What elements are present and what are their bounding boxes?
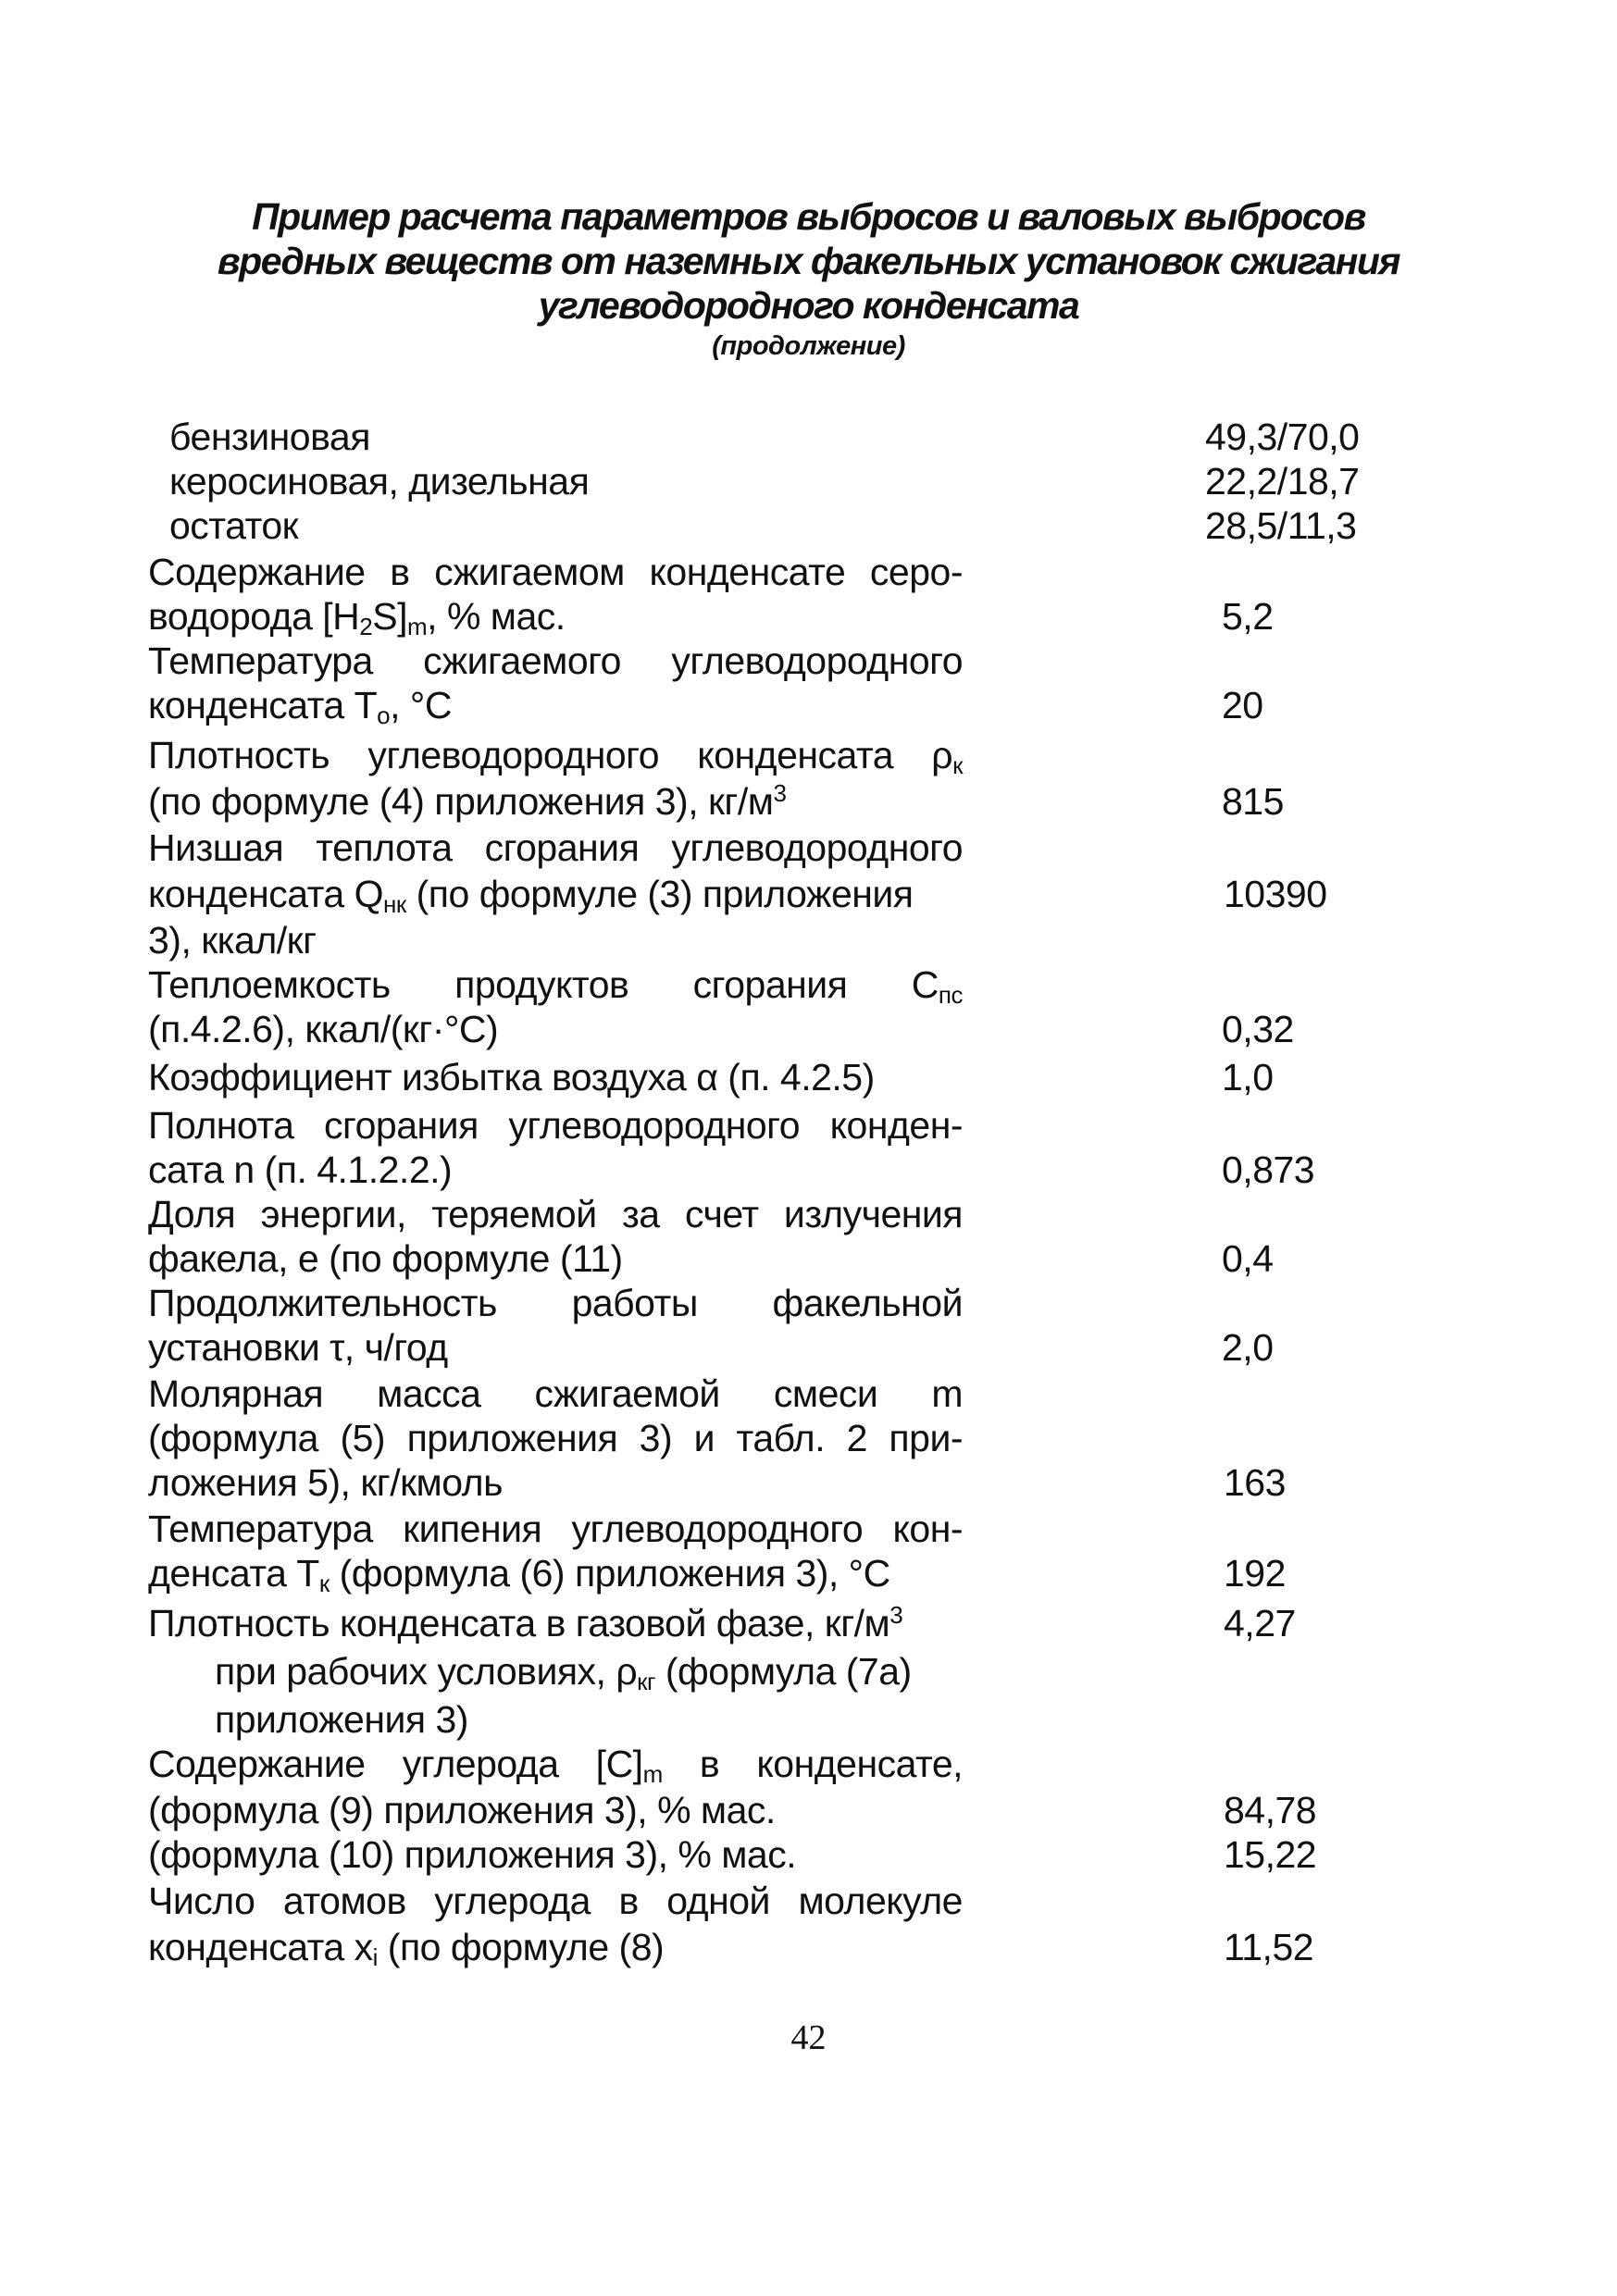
param-value: 815 (1222, 780, 1284, 823)
page-title (0, 194, 1617, 365)
param-value: 20 (1222, 684, 1263, 726)
title-line-2: вредных веществ от наземных факельных установок сжигания (217, 240, 1400, 282)
param-label-cont: (по формуле (4) приложения 3), $кг/м^3$ (148, 779, 787, 823)
param-value: 192 (1224, 1552, 1286, 1595)
param-label-cont: конденсата $x_i$ (по формуле (8) (148, 1926, 665, 1971)
param-value: 0,4 (1222, 1237, 1274, 1280)
param-label-cont: конденсата $T_о$, °C (148, 684, 452, 729)
param-label-cont: (формула (9) приложения 3), % мас. (148, 1789, 776, 1831)
param-value: 0,32 (1222, 1008, 1294, 1050)
param-label-cont: (формула (5) приложения 3) и табл. 2 при- (148, 1417, 963, 1459)
param-label: Температура сжигаемого углеводородного (148, 639, 963, 682)
param-label: Полнота сгорания углеводородного конден- (148, 1104, 963, 1147)
param-label-cont: конденсата $Q_{нк}$ (по формуле (3) приложения (148, 873, 914, 918)
param-label: бензиновая (169, 416, 370, 458)
param-label-cont: при рабочих условиях, $\rho_{кг}$ (формула (7а) (215, 1650, 912, 1695)
title-line-3: углеводородного конденсата (538, 284, 1079, 327)
param-value: 28,5/11,3 (1205, 504, 1357, 547)
param-label-cont: (формула (10) приложения 3), % мас. (148, 1833, 797, 1876)
param-label: Теплоемкость продуктов сгорания $С_{пс}$ (148, 963, 963, 1009)
param-label-cont: водорода $[H_2S]_m$, % мас. (148, 595, 566, 640)
param-label-cont: установки τ, ч/год (148, 1326, 448, 1369)
param-value: 2,0 (1222, 1326, 1274, 1369)
param-label-cont: приложения 3) (215, 1698, 468, 1741)
page-number: 42 (790, 2018, 827, 2057)
param-value: 11,52 (1224, 1926, 1314, 1968)
param-value: 1,0 (1222, 1056, 1274, 1098)
param-label-cont: 3), ккал/кг (148, 919, 317, 962)
param-value: 163 (1224, 1461, 1286, 1504)
param-label-cont: факела, e (по формуле (11) (148, 1237, 623, 1280)
param-value: 49,3/70,0 (1205, 416, 1360, 458)
param-label-cont: сата n (п. 4.1.2.2.) (148, 1148, 453, 1191)
param-label: керосиновая, дизельная (169, 460, 590, 503)
param-label: Содержание углерода $[C]_m$ в конденсате, (148, 1743, 964, 1788)
param-value: 15,22 (1224, 1833, 1317, 1876)
param-label: остаток (169, 504, 299, 547)
param-label: Содержание в сжигаемом конденсате серо- (148, 551, 963, 593)
title-line-1: Пример расчета параметров выбросов и валовых выбросов (252, 195, 1365, 238)
param-value: 5,2 (1222, 595, 1274, 638)
title-subtitle: (продолжение) (712, 331, 905, 361)
param-label-cont: ложения 5), кг/кмоль (148, 1461, 503, 1504)
param-value: 4,27 (1224, 1602, 1296, 1644)
param-label: Доля энергии, теряемой за счет излучения (148, 1193, 963, 1235)
param-label: Число атомов углерода в одной молекуле (148, 1880, 963, 1922)
param-label: Коэффициент избытка воздуха α (п. 4.2.5) (148, 1056, 875, 1098)
param-label: Плотность конденсата в газовой фазе, $кг/м^3$ (148, 1601, 903, 1644)
param-value: 10390 (1224, 873, 1327, 915)
param-label: Продолжительность работы факельной (148, 1282, 963, 1324)
param-label: Температура кипения углеводородного кон- (148, 1508, 963, 1550)
param-value: 0,873 (1222, 1148, 1315, 1191)
param-label: Молярная масса сжигаемой смеси m (148, 1372, 963, 1415)
param-label: Плотность углеводородного конденсата $\rho_к$ (148, 734, 963, 779)
param-value: 84,78 (1224, 1789, 1317, 1831)
param-label-cont: денсата $T_к$ (формула (6) приложения 3), °C (148, 1552, 890, 1597)
param-label-cont: (п.4.2.6), ккал/(кг·°С) (148, 1008, 499, 1050)
param-value: 22,2/18,7 (1205, 460, 1360, 503)
param-label: Низшая теплота сгорания углеводородного (148, 826, 963, 869)
